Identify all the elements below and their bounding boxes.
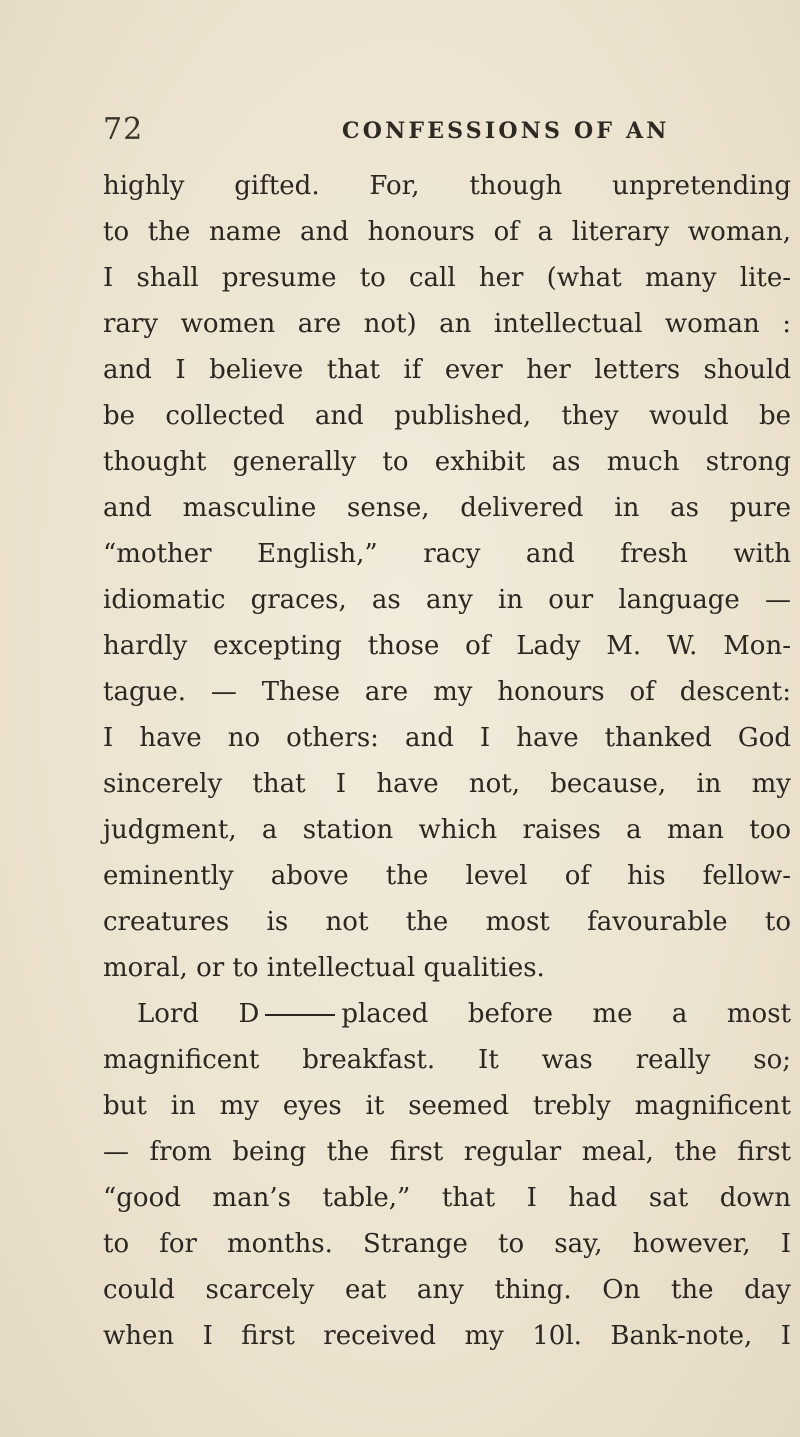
text-line: creatures is not the most favourable to [103,907,791,937]
text-line: to the name and honours of a literary woman, [103,217,791,247]
text-line: thought generally to exhibit as much strong [103,447,791,477]
text-line: eminently above the level of his fellow- [103,861,791,891]
text-line: hardly excepting those of Lady M. W. Mon- [103,631,791,661]
text-line: — from being the first regular meal, the first [103,1137,791,1167]
line-text-after-dash: placed before me a most [341,999,791,1029]
name-dash [265,1014,335,1016]
text-line: “good man’s table,” that I had sat down [103,1183,791,1213]
paragraph-start-line [103,991,791,1037]
text-line: I have no others: and I have thanked God [103,723,791,753]
paragraph-end-line: moral, or to intellectual qualities. [103,953,545,983]
page-number: 72 [103,112,144,147]
text-line: and masculine sense, delivered in as pure [103,493,791,523]
text-line: I shall presume to call her (what many lite- [103,263,791,293]
text-line: could scarcely eat any thing. On the day [103,1275,791,1305]
text-line: “mother English,” racy and fresh with [103,539,791,569]
text-line: tague. — These are my honours of descent: [103,677,791,707]
text-line: idiomatic graces, as any in our language — [103,585,791,615]
text-line: but in my eyes it seemed trebly magnificent [103,1091,791,1121]
text-line: rary women are not) an intellectual woman : [103,309,791,339]
line-text-before-dash: Lord D [137,999,260,1029]
text-line: magnificent breakfast. It was really so; [103,1045,791,1075]
text-line: and I believe that if ever her letters should [103,355,791,385]
text-line: judgment, a station which raises a man too [103,815,791,845]
body-text [103,163,800,1359]
text-line: be collected and published, they would be [103,401,791,431]
running-head-title: CONFESSIONS OF AN [342,118,670,144]
running-head [0,112,800,162]
text-line: highly gifted. For, though unpretending [103,171,791,201]
text-line: when I first received my 10l. Bank-note, I [103,1321,791,1351]
text-line: sincerely that I have not, because, in my [103,769,791,799]
text-line: to for months. Strange to say, however, I [103,1229,791,1259]
